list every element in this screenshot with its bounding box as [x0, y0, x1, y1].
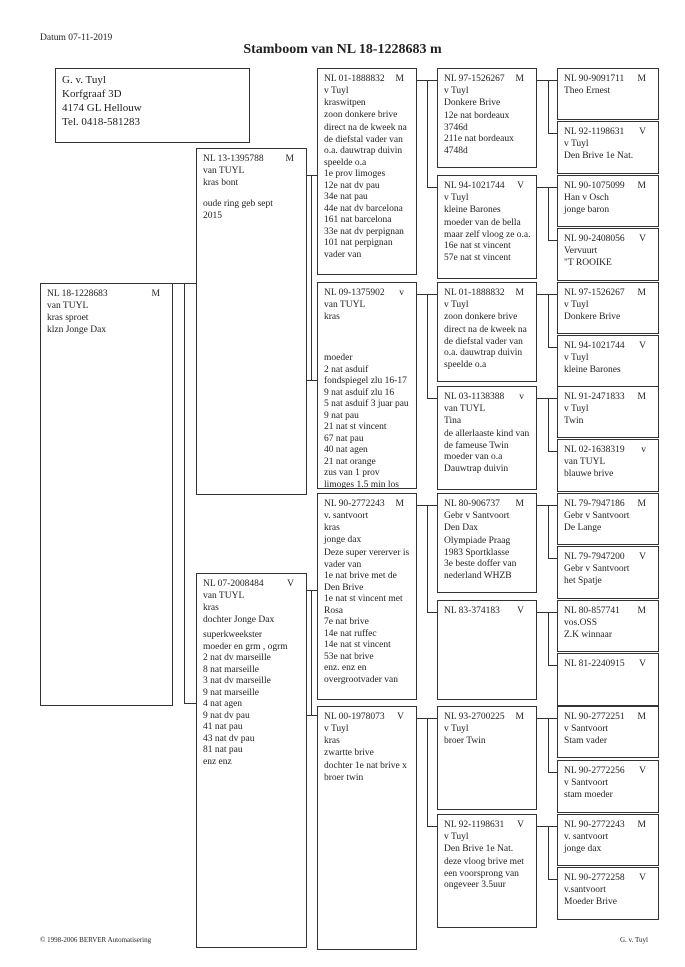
- bird-remark: moeder van o.a: [444, 452, 503, 462]
- sex: M: [395, 499, 404, 509]
- bird-info-line: zwartte brive: [324, 748, 374, 758]
- bird-info-line: van TUYL: [47, 301, 89, 311]
- bird-remark: 211e nat bordeaux: [444, 134, 514, 144]
- gen5-bird: [557, 282, 659, 334]
- bird-info-line: v Tuyl: [444, 300, 469, 310]
- bird-remark: 7e nat brive: [324, 617, 369, 627]
- owner-line: G. v. Tuyl: [62, 74, 106, 86]
- sex: M: [637, 712, 646, 722]
- bird-info-line: jonge baron: [564, 205, 610, 215]
- ring-number: NL 94-1021744: [444, 181, 505, 191]
- bird-remark: limoges 1.5 min los: [324, 479, 399, 489]
- bird-remark: 1983 Sportklasse: [444, 547, 510, 558]
- bird-info-line: jonge dax: [324, 535, 362, 545]
- bird-info-line: Theo Ernest: [564, 86, 611, 96]
- gen5-bird: [557, 335, 659, 388]
- bird-remark: 9 nat dv pau: [203, 710, 250, 721]
- ring-number: NL 90-2772251: [564, 712, 625, 722]
- ring-number: NL 03-1138388: [444, 392, 505, 402]
- bird-info-line: kleine Barones: [564, 365, 621, 375]
- bird-info-line: jonge dax: [564, 844, 602, 854]
- bird-remark: 4 nat agen: [203, 699, 243, 709]
- bird-info-line: v Tuyl: [444, 832, 469, 842]
- sex: V: [639, 873, 646, 883]
- gen5-bird: [557, 706, 659, 758]
- ring-number: NL 90-2772243: [564, 820, 625, 830]
- sex: V: [517, 820, 524, 830]
- ring-number: NL 00-1978073: [324, 712, 385, 722]
- print-date: Datum 07-11-2019: [40, 33, 113, 43]
- bird-info-line: zoon donkere brive: [324, 110, 398, 120]
- sex: M: [515, 74, 524, 84]
- gen5-bird: [557, 175, 659, 227]
- bird-remark: 40 nat agen: [324, 445, 368, 455]
- bird-remark: deze vloog brive met: [444, 857, 524, 867]
- owner-line: Tel. 0418-581283: [62, 116, 141, 128]
- ring-number: NL 90-2772256: [564, 766, 625, 776]
- sex: V: [639, 552, 646, 562]
- bird-remark: 21 nat orange: [324, 456, 376, 467]
- sex: M: [515, 288, 524, 298]
- bird-remark: 161 nat barcelona: [324, 215, 392, 225]
- bird-remark: 1e nat st vincent met: [324, 594, 403, 604]
- bird-info-line: Moeder Brive: [564, 897, 618, 907]
- great-grandparent-bird: [437, 600, 537, 700]
- bird-remark: 9 nat marseille: [203, 687, 259, 698]
- gen5-bird: [557, 493, 659, 545]
- bird-info-line: van TUYL: [324, 300, 366, 310]
- bird-info-line: het Spatje: [564, 576, 602, 586]
- ring-number: NL 80-906737: [444, 499, 500, 509]
- gen5-bird: [557, 68, 659, 120]
- grandparent-bird: [317, 68, 417, 275]
- bird-remark: 12e nat dv pau: [324, 180, 380, 191]
- mother-bird: [196, 573, 307, 948]
- sex: V: [517, 181, 524, 191]
- gen5-bird: [557, 867, 659, 920]
- bird-remark: 21 nat st vincent: [324, 422, 387, 432]
- sex: M: [285, 154, 294, 164]
- bird-remark: fondspiegel zlu 16-17: [324, 376, 407, 386]
- ring-number: NL 02-1638319: [564, 445, 625, 455]
- bird-info-line: blauwe brive: [564, 469, 614, 479]
- copyright: © 1998-2006 BERVER Automatisering: [40, 936, 152, 944]
- bird-remark: Dauwtrap duivin: [444, 463, 509, 474]
- ring-number: NL 97-1526267: [444, 74, 505, 84]
- ring-number: NL 92-1198631: [444, 820, 505, 830]
- owner-info: [62, 73, 243, 129]
- bird-remark: 101 nat perpignan: [324, 238, 393, 248]
- bird-info-line: klzn Jonge Dax: [47, 325, 107, 335]
- bird-remark: vader van: [324, 249, 362, 260]
- ring-number: NL 90-2772258: [564, 873, 625, 883]
- sex: V: [639, 766, 646, 776]
- bird-remark: vader van: [324, 559, 362, 570]
- great-grandparent-bird: [437, 493, 537, 593]
- bird-info-line: v Santvoort: [564, 778, 609, 788]
- bird-remark: 1e prov limoges: [324, 169, 386, 179]
- bird-remark: Rosa: [324, 605, 343, 616]
- bird-info-line: Gebr v Santvoort: [444, 511, 510, 521]
- sex: M: [395, 74, 404, 84]
- ring-number: NL 13-1395788: [203, 154, 264, 164]
- bird-info-line: kras bont: [203, 178, 239, 188]
- bird-remark: 14e nat st vincent: [324, 640, 391, 650]
- ring-number: NL 07-2008484: [203, 579, 264, 589]
- gen5-bird: [557, 546, 659, 599]
- grandparent-bird: [317, 706, 417, 950]
- bird-remark: enz enz: [203, 756, 232, 767]
- bird-info-line: v. santvoort: [324, 511, 369, 521]
- ring-number: NL 83-374183: [444, 606, 500, 616]
- bird-remark: 2015: [203, 210, 222, 221]
- bird-info-line: "T ROOIKE: [564, 258, 612, 268]
- bird-info-line: kras sproet: [47, 313, 89, 323]
- sex: V: [287, 579, 294, 589]
- bird-info-line: v.santvoort: [564, 885, 606, 895]
- bird-info-line: kras: [324, 736, 340, 746]
- ring-number: NL 97-1526267: [564, 288, 625, 298]
- bird-info-line: Vervuurt: [564, 246, 598, 256]
- bird-remark: 1e nat brive met de: [324, 571, 397, 581]
- bird-info-line: v Tuyl: [444, 193, 469, 203]
- owner-line: Korfgraaf 3D: [62, 88, 122, 100]
- bird-remark: 3e beste doffer van: [444, 559, 517, 569]
- bird-remark: zus van 1 prov: [324, 468, 380, 478]
- bird-info-line: Stam vader: [564, 736, 608, 746]
- bird-remark: speelde o.a: [444, 359, 487, 370]
- bird-info-line: Tina: [444, 416, 462, 426]
- bird-remark: 9 nat pau: [324, 410, 359, 421]
- bird-info-line: broer Twin: [444, 736, 486, 746]
- ring-number: NL 94-1021744: [564, 341, 625, 351]
- gen5-bird: [557, 600, 659, 652]
- sex: M: [637, 74, 646, 84]
- sex: M: [151, 289, 160, 299]
- ring-number: NL 92-1198631: [564, 127, 625, 137]
- bird-remark: direct na de kweek na: [444, 325, 527, 335]
- bird-info-line: kras: [203, 603, 219, 613]
- bird-info-line: stam moeder: [564, 790, 613, 800]
- bird-info-line: v Tuyl: [564, 404, 589, 414]
- ring-number: NL 80-857741: [564, 606, 620, 616]
- gen5-bird: [557, 814, 659, 866]
- bird-info-line: Donkere Brive: [564, 312, 621, 322]
- bird-info-line: van TUYL: [203, 591, 245, 601]
- bird-remark: 44e nat dv barcelona: [324, 203, 403, 214]
- bird-remark: 16e nat st vincent: [444, 241, 511, 251]
- sex: V: [639, 234, 646, 244]
- bird-remark: oude ring geb sept: [203, 199, 273, 209]
- sex: V: [639, 341, 646, 351]
- ring-number: NL 91-2471833: [564, 392, 625, 402]
- pedigree-title: Stamboom van NL 18-1228683 m: [243, 42, 442, 57]
- bird-info-line: van TUYL: [564, 457, 606, 467]
- bird-info-line: Den Brive 1e Nat.: [444, 844, 514, 854]
- bird-info-line: kleine Barones: [444, 205, 501, 215]
- bird-remark: 4748d: [444, 145, 468, 156]
- ring-number: NL 79-7947186: [564, 499, 625, 509]
- bird-info-line: v Tuyl: [324, 86, 349, 96]
- bird-info-line: van TUYL: [203, 166, 245, 176]
- bird-remark: 57e nat st vincent: [444, 252, 511, 263]
- bird-remark: 43 nat dv pau: [203, 733, 255, 744]
- bird-remark: 2 nat dv marseille: [203, 653, 271, 663]
- bird-remark: direct na de kweek na: [324, 123, 407, 133]
- sex: M: [637, 288, 646, 298]
- gen5-bird: [557, 228, 659, 281]
- great-grandparent-bird: [437, 706, 537, 810]
- sex: V: [517, 606, 524, 616]
- sex: v: [399, 288, 404, 298]
- ring-number: NL 90-9091711: [564, 74, 625, 84]
- bird-info-line: Twin: [564, 416, 584, 426]
- gen5-bird: [557, 386, 659, 438]
- bird-info-line: kras: [324, 523, 340, 533]
- bird-info-line: v Tuyl: [324, 724, 349, 734]
- sex: M: [637, 181, 646, 191]
- bird-info-line: Z.K winnaar: [564, 630, 613, 640]
- bird-remark: 8 nat marseille: [203, 664, 259, 675]
- bird-info-line: Donkere Brive: [444, 98, 501, 108]
- bird-remark: Olympiade Praag: [444, 536, 511, 546]
- bird-info-line: vos.OSS: [564, 618, 597, 628]
- bird-remark: 53e nat brive: [324, 651, 374, 662]
- gen5-bird: [557, 653, 659, 706]
- ring-number: NL 93-2700225: [444, 712, 505, 722]
- ring-number: NL 18-1228683: [47, 289, 108, 299]
- bird-remark: enz. enz en: [324, 663, 367, 673]
- sex: V: [397, 712, 404, 722]
- bird-info-line: v Tuyl: [444, 86, 469, 96]
- bird-info-line: Han v Osch: [564, 193, 609, 203]
- bird-info-line: Gebr v Santvoort: [564, 564, 630, 574]
- owner-line: 4174 GL Hellouw: [62, 102, 142, 114]
- footer-owner: G. v. Tuyl: [620, 936, 648, 944]
- sex: v: [519, 392, 524, 402]
- bird-remark: nederland WHZB: [444, 570, 512, 581]
- bird-info-line: v Tuyl: [444, 724, 469, 734]
- bird-remark: Deze super vererver is: [324, 548, 410, 558]
- bird-remark: dochter 1e nat brive x: [324, 761, 407, 771]
- bird-remark: superkweekster: [203, 630, 263, 640]
- sex: M: [637, 606, 646, 616]
- bird-remark: maar zelf vloog ze o.a.: [444, 229, 531, 240]
- bird-remark: moeder en grm , ogrm: [203, 641, 288, 652]
- gen5-bird: [557, 121, 659, 174]
- bird-remark: 3 nat dv marseille: [203, 676, 271, 686]
- bird-remark: 41 nat pau: [203, 722, 243, 732]
- subject-bird: [40, 283, 173, 706]
- ring-number: NL 09-1375902: [324, 288, 385, 298]
- sex: M: [637, 499, 646, 509]
- bird-info-line: dochter Jonge Dax: [203, 615, 275, 625]
- bird-info-line: v. santvoort: [564, 832, 609, 842]
- sex: M: [637, 392, 646, 402]
- bird-remark: overgrootvader van: [324, 674, 398, 685]
- bird-remark: 34e nat pau: [324, 192, 368, 202]
- sex: V: [639, 127, 646, 137]
- bird-remark: een voorsprong van: [444, 868, 519, 879]
- bird-remark: 2 nat asduif: [324, 364, 369, 375]
- bird-remark: ongeveer 3.5uur: [444, 880, 506, 890]
- bird-remark: 81 nat pau: [203, 745, 243, 755]
- bird-remark: 9 nat asduif zlu 16: [324, 387, 395, 398]
- grandparent-bird: [317, 493, 417, 700]
- bird-remark: de allerlaaste kind van: [444, 429, 530, 439]
- great-grandparent-bird: [437, 386, 537, 490]
- gen5-bird: [557, 760, 659, 813]
- bird-remark: 3746d: [444, 122, 468, 133]
- bird-info-line: v Santvoort: [564, 724, 609, 734]
- bird-remark: speelde o.a: [324, 157, 367, 168]
- bird-remark: o.a. dauwtrap duivin: [324, 146, 403, 156]
- sex: v: [641, 445, 646, 455]
- great-grandparent-bird: [437, 68, 537, 168]
- grandparent-bird: [317, 282, 417, 489]
- bird-remark: de diefstal vader van: [444, 336, 523, 347]
- bird-info-line: v Tuyl: [564, 139, 589, 149]
- bird-info-line: Den Brive 1e Nat.: [564, 151, 634, 161]
- bird-info-line: De Lange: [564, 523, 602, 533]
- owner-box: [55, 68, 250, 143]
- ring-number: NL 79-7947200: [564, 552, 625, 562]
- sex: V: [639, 659, 646, 669]
- bird-remark: 5 nat asduif 3 juar pau: [324, 399, 409, 409]
- ring-number: NL 90-1075099: [564, 181, 625, 191]
- sex: M: [515, 499, 524, 509]
- bird-remark: o.a. dauwtrap duivin: [444, 348, 523, 358]
- bird-info-line: Den Dax: [444, 523, 479, 533]
- bird-info-line: van TUYL: [444, 404, 486, 414]
- bird-remark: 14e nat ruffec: [324, 628, 377, 639]
- bird-info-line: v Tuyl: [564, 300, 589, 310]
- bird-remark: Den Brive: [324, 582, 364, 593]
- father-bird: [196, 148, 307, 495]
- bird-remark: de diefstal vader van: [324, 134, 403, 145]
- bird-remark: 33e nat dv perpignan: [324, 226, 404, 237]
- bird-info-line: v Tuyl: [564, 353, 589, 363]
- sex: M: [515, 712, 524, 722]
- ring-number: NL 81-2240915: [564, 659, 625, 669]
- ring-number: NL 01-1888832: [324, 74, 385, 84]
- bird-info-line: zoon donkere brive: [444, 312, 518, 322]
- great-grandparent-bird: [437, 175, 537, 279]
- bird-info-line: kraswitpen: [324, 98, 366, 108]
- great-grandparent-bird: [437, 814, 537, 928]
- sex: M: [637, 820, 646, 830]
- bird-remark: broer twin: [324, 772, 364, 783]
- bird-info-line: kras: [324, 312, 340, 322]
- bird-remark: 12e nat bordeaux: [444, 111, 510, 121]
- ring-number: NL 01-1888832: [444, 288, 505, 298]
- bird-remark: moeder van de bella: [444, 218, 521, 228]
- ring-number: NL 90-2408056: [564, 234, 625, 244]
- gen5-bird: [557, 439, 659, 492]
- bird-remark: de fameuse Twin: [444, 440, 509, 451]
- ring-number: NL 90-2772243: [324, 499, 385, 509]
- great-grandparent-bird: [437, 282, 537, 382]
- bird-remark: moeder: [324, 353, 353, 363]
- bird-info-line: Gebr v Santvoort: [564, 511, 630, 521]
- bird-remark: 67 nat pau: [324, 433, 364, 444]
